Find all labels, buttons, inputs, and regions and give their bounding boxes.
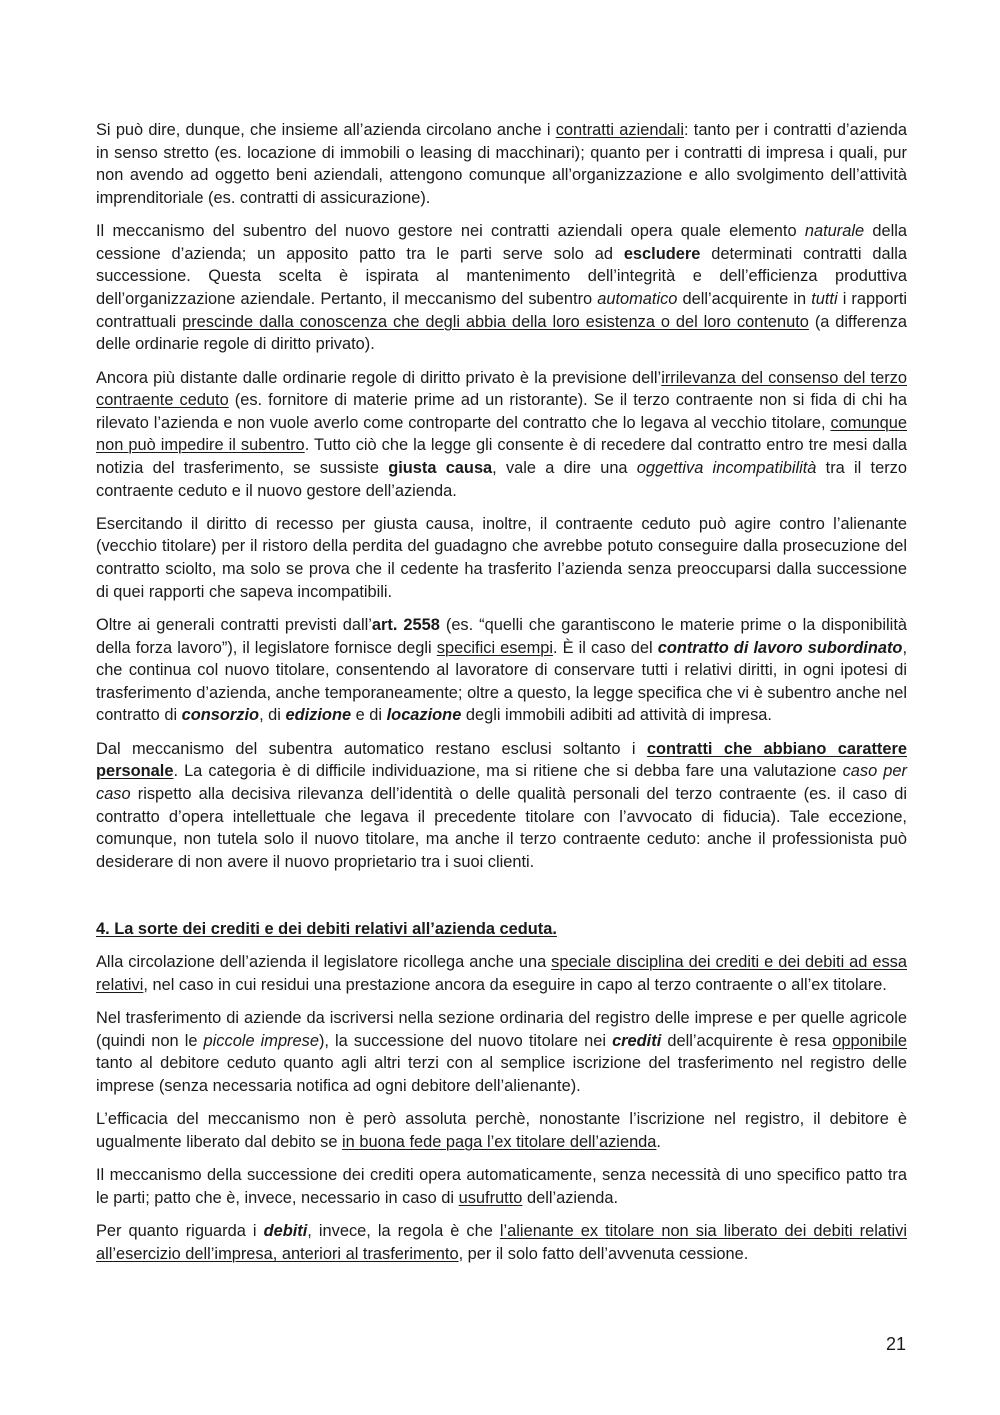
emphasized-text: comunque non può impedire il subentro [96,413,907,455]
text-run: Dal meccanismo del subentra automatico restano esclusi soltanto i [96,739,647,758]
text-run: ), la successione del nuovo titolare nei [318,1031,613,1050]
text-run: tra il terzo contraente ceduto e il nuovo gestore dell’azienda. [96,458,907,500]
emphasized-text: irrilevanza del consenso del terzo contraente ceduto [96,368,907,410]
paragraph [96,951,907,996]
emphasized-text: escludere [623,244,701,263]
text-run: rispetto alla decisiva rilevanza dell’identità o delle qualità personali del terzo contraente (es. il caso di contratto d’opera intellettuale che legava il precedente titolare con l’avvocato di fiducia). Tale eccezione, comunque, non tutela solo il nuovo titolare, ma anche il terzo contraente ceduto: anche il professionista può desiderare di non avere il nuovo proprietario tra i suoi clienti. [96,785,907,871]
paragraph [96,1108,907,1153]
emphasized-text: consorzio [181,706,260,725]
emphasized-text: specifici esempi [436,638,554,657]
text-run: , nel caso in cui residui una prestazione ancora da eseguire in capo al terzo contraente o all’ex titolare. [143,975,887,994]
text-run: dell’acquirente in [677,289,812,308]
emphasized-text: speciale disciplina dei crediti e dei debiti ad essa relativi [96,952,907,994]
emphasized-text: art. 2558 [371,616,440,635]
emphasized-text: edizione [285,706,352,725]
text-run: dell’acquirente è resa [661,1031,833,1050]
emphasized-text: contratti che abbiano carattere personale [96,739,907,781]
emphasized-text: contratto di lavoro subordinato [657,638,903,657]
text-run: Ancora più distante dalle ordinarie regole di diritto privato è la previsione dell’ [96,368,662,387]
body-section-credits-debts [96,951,907,1265]
emphasized-text: prescinde dalla conoscenza che degli abbia della loro esistenza o del loro contenuto [182,312,809,331]
text-run: della cessione d’azienda; un apposito patto tra le parti serve solo ad [96,222,907,263]
text-run: L’efficacia del meccanismo non è però assoluta perchè, nonostante l’iscrizione nel registro, il debitore è ugualmente liberato dal debito se [96,1110,907,1151]
emphasized-text: usufrutto [458,1188,523,1207]
text-run: Esercitando il diritto di recesso per giusta causa, inoltre, il contraente ceduto può agire contro l’alienante (vecchio titolare) per il ristoro della perdita del guadagno che avrebbe potuto conseguire dalla prosecuzione del contratto sciolto, ma solo se prova che il cedente ha trasferito l’azienda senza preoccuparsi dalla successione di quei rapporti che sapeva incompatibili. [96,514,907,601]
text-run: Nel trasferimento di aziende da iscriversi nella sezione ordinaria del registro delle imprese e per quelle agricole (quindi non le [96,1008,907,1050]
emphasized-text: crediti [612,1031,662,1050]
text-run: Per quanto riguarda i [96,1222,264,1241]
emphasized-text: in buona fede paga l’ex titolare dell’azienda [342,1132,657,1151]
text-run: Alla circolazione dell’azienda il legislatore ricollega anche una [96,952,552,971]
text-run: Oltre ai generali contratti previsti dall’ [96,616,372,635]
page-number: 21 [885,1334,906,1354]
emphasized-text: l’alienante ex titolare non sia liberato dei debiti relativi all’esercizio dell’impresa, anteriori al trasferimento [96,1222,907,1263]
text-run: (es. fornitore di materie prime ad un ristorante). Se il terzo contraente non si fida di chi ha rilevato l’azienda e non vuole averlo come controparte del contratto che lo legava al vecchio titolare, [96,391,907,432]
paragraph [96,1220,907,1265]
emphasized-text: naturale [804,222,865,241]
text-run: . Tutto ciò che la legge gli consente è di recedere dal contratto entro tre mesi dalla notizia del trasferimento, se sussiste [96,436,907,477]
text-run: e di [351,706,387,725]
text-run: (a differenza delle ordinarie regole di diritto privato). [96,312,907,354]
text-run: i rapporti contrattuali [96,289,908,331]
text-run: Il meccanismo del subentro del nuovo gestore nei contratti aziendali opera quale elemento [96,222,805,241]
body-section-contracts [96,119,907,873]
emphasized-text: piccole imprese [203,1031,319,1050]
text-run: Si può dire, dunque, che insieme all’azienda circolano anche i [96,121,556,139]
emphasized-text: caso per caso [96,762,907,804]
text-run: . È il caso del [553,638,658,657]
text-run: , che continua col nuovo titolare, consentendo al lavoratore di conservare tutti i relativi diritti, in ogni ipotesi di trasferimento d’azienda, anche temporaneamente; oltre a questo, la legge specifica che vi è subentro anche nel contratto di [96,638,907,725]
document-page [96,119,907,1276]
paragraph [96,1007,907,1097]
emphasized-text: oggettiva incompatibilità [636,458,817,477]
paragraph [96,1164,907,1209]
emphasized-text: automatico [597,289,678,308]
emphasized-text: opponibile [832,1031,908,1050]
text-run: tanto al debitore ceduto quanto agli altri terzi con al semplice iscrizione del trasferimento nel registro delle imprese (senza necessaria notifica ad ogni debitore dell’alienante). [96,1054,907,1095]
text-run: , per il solo fatto dell’avvenuta cessione. [458,1244,749,1263]
text-run: : tanto per i contratti d’azienda in senso stretto (es. locazione di immobili o leasing di macchinari); quanto per i contratti di impresa i quali, pur non avendo ad oggetto beni aziendali, attengono comunque all’organizzazione e allo svolgimento dell’attività imprenditoriale (es. contratti di assicurazione). [96,121,907,207]
text-run: dell’azienda. [522,1188,619,1207]
emphasized-text: tutti [811,289,838,308]
text-run: (es. “quelli che garantiscono le materie prime o la disponibilità della forza lavoro”), il legislatore fornisce degli [96,616,907,657]
paragraph [96,119,907,209]
paragraph [96,513,907,603]
text-run: , vale a dire una [492,458,637,477]
paragraph [96,614,907,727]
paragraph [96,738,907,874]
emphasized-text: giusta causa [388,458,493,477]
text-run: , di [259,706,286,725]
text-run: Il meccanismo della successione dei crediti opera automaticamente, senza necessità di uno specifico patto tra le parti; patto che è, invece, necessario in caso di [96,1166,907,1207]
emphasized-text: contratti aziendali [555,121,684,139]
section-heading: 4. La sorte dei crediti e dei debiti relativi all’azienda ceduta. [96,920,557,939]
text-run: determinati contratti dalla successione. Questa scelta è ispirata al mantenimento dell’integrità e dell’efficienza produttiva dell’organizzazione aziendale. Pertanto, il meccanismo del subentro [96,244,907,308]
paragraph [96,220,907,356]
emphasized-text: locazione [386,706,462,725]
text-run: . [656,1132,661,1151]
paragraph [96,367,907,503]
emphasized-text: debiti [263,1222,308,1241]
text-run: . La categoria è di difficile individuazione, ma si ritiene che si debba fare una valutazione [173,762,843,781]
text-run: , invece, la regola è che [307,1222,500,1241]
text-run: degli immobili adibiti ad attività di impresa. [461,706,772,725]
